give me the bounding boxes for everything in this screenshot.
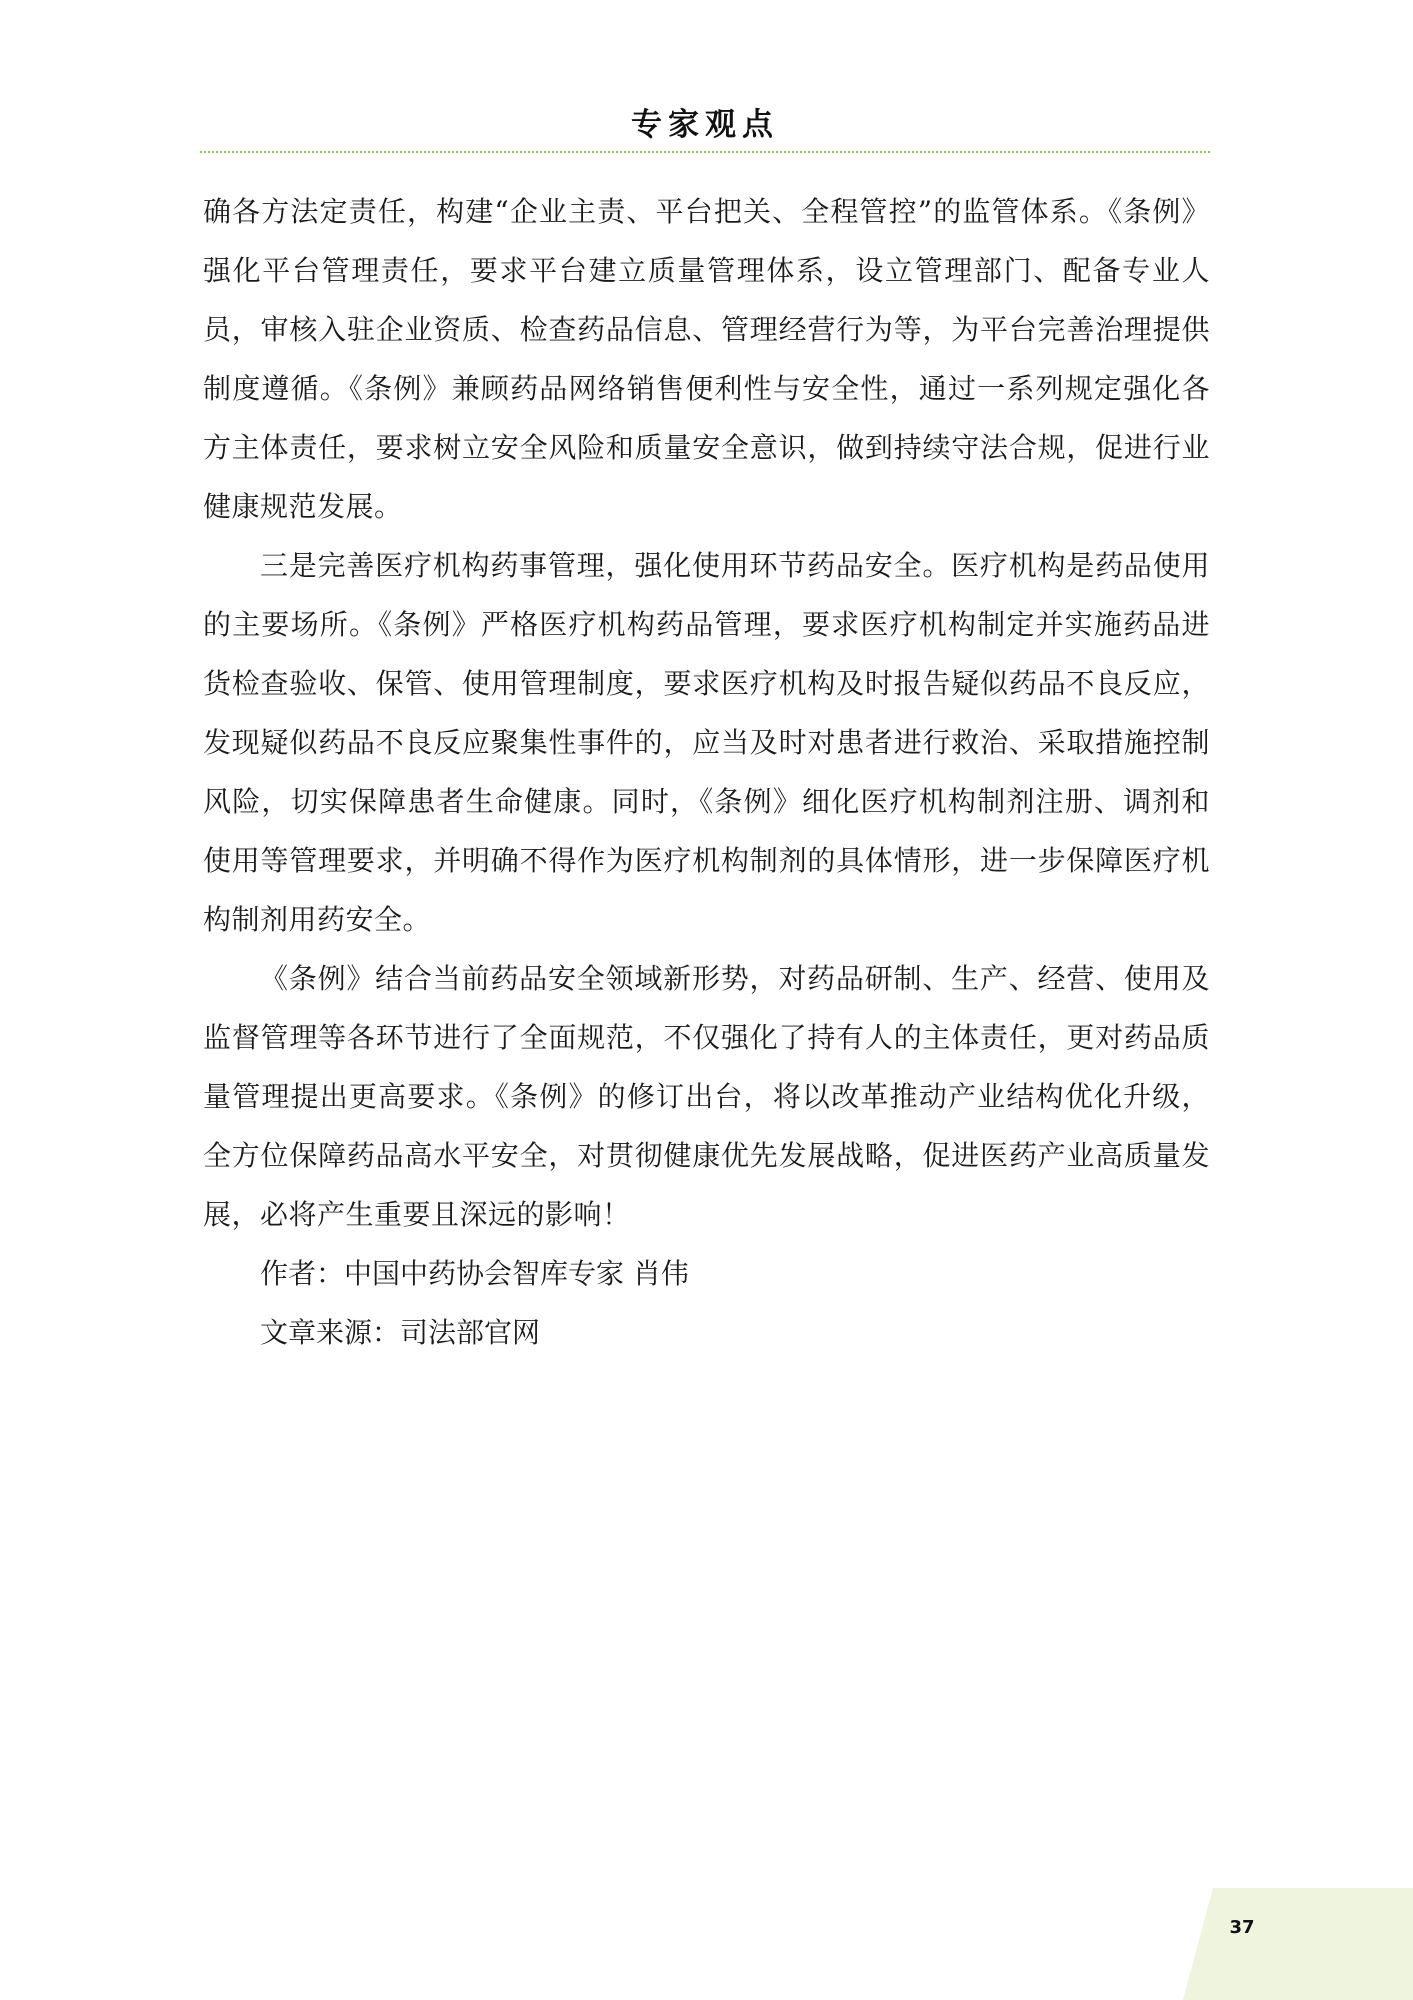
article-body bbox=[203, 182, 1210, 1362]
section-title: 专家观点 bbox=[631, 107, 779, 143]
paragraph: 三是完善医疗机构药事管理，强化使用环节药品安全。医疗机构是药品使用的主要场所。《条例》严格医疗机构药品管理，要求医疗机构制定并实施药品进货检查验收、保管、使用管理制度，要求医疗机构及时报告疑似药品不良反应，发现疑似药品不良反应聚集性事件的，应当及时对患者进行救治、采取措施控制风险，切实保障患者生命健康。同时，《条例》细化医疗机构制剂注册、调剂和使用等管理要求，并明确不得作为医疗机构制剂的具体情形，进一步保障医疗机构制剂用药安全。 bbox=[203, 549, 1210, 936]
paragraph: 《条例》结合当前药品安全领域新形势，对药品研制、生产、经营、使用及监督管理等各环节进行了全面规范，不仅强化了持有人的主体责任，更对药品质量管理提出更高要求。《条例》的修订出台，将以改革推动产业结构优化升级，全方位保障药品高水平安全，对贯彻健康优先发展战略，促进医药产业高质量发展，必将产生重要且深远的影响！ bbox=[203, 962, 1210, 1231]
page-header bbox=[200, 100, 1210, 150]
corner-shape bbox=[1183, 1888, 1413, 2000]
page-number: 37 bbox=[1229, 1917, 1255, 1938]
author-line: 作者：中国中药协会智库专家 肖伟 bbox=[260, 1257, 689, 1290]
header-divider bbox=[200, 151, 1210, 153]
source-line: 文章来源：司法部官网 bbox=[260, 1316, 541, 1349]
paragraph-continued: 确各方法定责任，构建“企业主责、平台把关、全程管控”的监管体系。《条例》强化平台管理责任，要求平台建立质量管理体系，设立管理部门、配备专业人员，审核入驻企业资质、检查药品信息、管理经营行为等，为平台完善治理提供制度遵循。《条例》兼顾药品网络销售便利性与安全性，通过一系列规定强化各方主体责任，要求树立安全风险和质量安全意识，做到持续守法合规，促进行业健康规范发展。 bbox=[203, 195, 1210, 523]
